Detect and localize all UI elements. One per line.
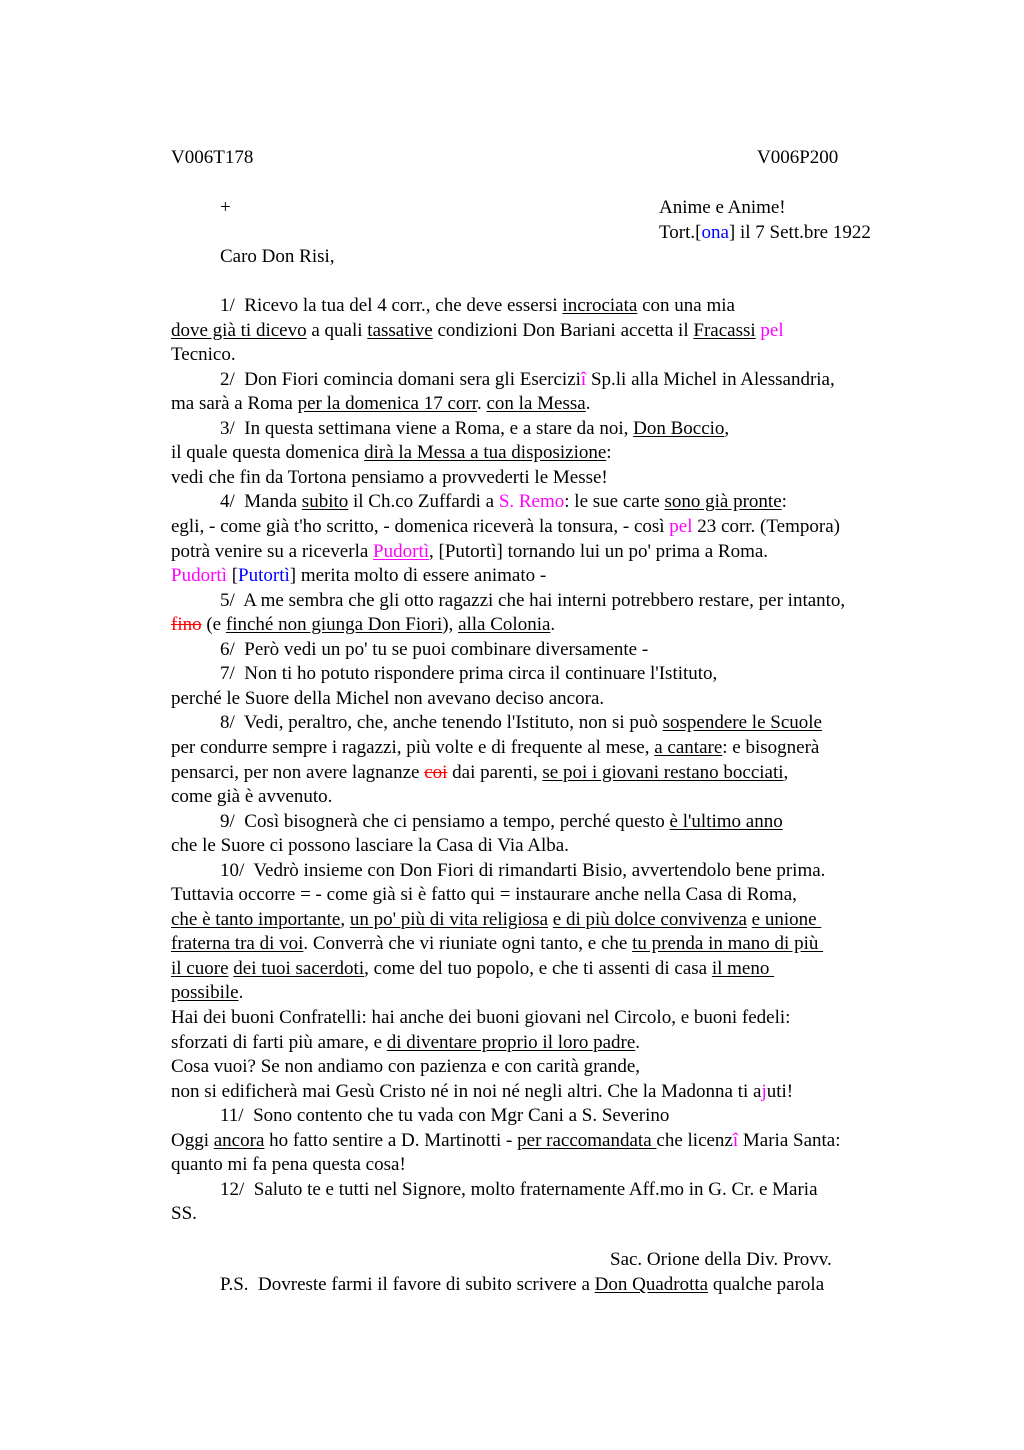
text-segment: incrociata <box>562 295 638 316</box>
text-segment: 10/ Vedrò insieme con Don Fiori di rimandarti Bisio, avvertendolo bene prima. <box>220 859 826 881</box>
text-segment: . <box>585 393 591 415</box>
letter-line <box>220 638 648 662</box>
text-segment: ma sarà a Roma <box>171 393 298 415</box>
text-segment: Pudortì <box>373 540 429 562</box>
text-segment: subito <box>301 491 349 513</box>
letter-line <box>171 932 823 956</box>
text-segment: per raccomandata <box>517 1129 657 1151</box>
text-segment: , come del tuo popolo, e che ti assenti di casa <box>364 957 712 979</box>
text-segment: alla Colonia <box>458 614 551 636</box>
letter-line <box>220 1178 818 1202</box>
document-code-left: V006T178 <box>171 147 254 168</box>
text-segment: 4/ Manda <box>220 491 302 513</box>
text-segment: . <box>238 982 244 1004</box>
text-segment: tu prenda in mano di più <box>632 933 824 955</box>
text-segment: tassative <box>367 319 433 341</box>
text-segment: . <box>477 393 487 415</box>
text-segment: 3/ In questa settimana viene a Roma, e a stare da noi, <box>220 417 634 439</box>
text-segment: j <box>761 1080 767 1102</box>
text-segment: di diventare proprio il loro padre <box>386 1031 636 1053</box>
letter-line <box>220 294 735 318</box>
text-segment: , <box>783 761 789 783</box>
text-segment: e unione <box>751 908 822 930</box>
text-segment: sforzati di farti più amare, e <box>171 1031 387 1053</box>
text-segment: quanto mi fa pena questa cosa! <box>171 1154 406 1176</box>
text-segment: fraterna tra di voi <box>171 933 304 955</box>
text-segment: ), <box>442 614 459 636</box>
text-segment: un po' più di vita religiosa <box>349 908 549 930</box>
letter-line <box>171 1031 640 1055</box>
text-segment: il cuore <box>171 957 229 979</box>
text-segment: egli, - come già t'ho scritto, - domenica riceverà la tonsura, - così <box>171 516 670 537</box>
text-segment: Hai dei buoni Confratelli: hai anche dei buoni giovani nel Circolo, e buoni fedeli: <box>171 1007 791 1028</box>
letter-line <box>171 736 819 760</box>
cross-symbol: + <box>220 197 231 218</box>
letter-line <box>220 589 845 613</box>
text-segment: perché le Suore della Michel non avevano deciso ancora. <box>171 687 605 709</box>
text-segment: Don Boccio <box>633 417 725 439</box>
text-segment: dai parenti, <box>447 761 543 783</box>
text-segment: ho fatto sentire a D. Martinotti - <box>264 1129 518 1151</box>
text-segment: Sp.li alla Michel in Alessandria, <box>586 368 835 390</box>
text-segment: (e <box>201 614 226 636</box>
text-segment: Tecnico. <box>171 344 236 366</box>
text-segment: 6/ Però vedi un po' tu se puoi combinare diversamente - <box>220 638 649 660</box>
text-segment: ] merita molto di essere animato - <box>289 565 547 586</box>
text-segment: . <box>550 614 556 636</box>
text-segment: . Converrà che vi riuniate ogni tanto, e che <box>303 933 633 955</box>
text-segment: pel <box>669 516 693 537</box>
letter-line <box>220 490 787 514</box>
letter-line <box>171 834 569 858</box>
text-segment: Cosa vuoi? Se non andiamo con pazienza e con carità grande, <box>171 1056 641 1078</box>
text-segment: possibile <box>171 982 239 1004</box>
text-segment: che le Suore ci possono lasciare la Casa di Via Alba. <box>171 835 569 857</box>
salutation: Caro Don Risi, <box>220 246 335 267</box>
text-segment: 23 corr. (Tempora) <box>692 516 840 537</box>
text-segment: dove già ti dicevo <box>171 319 307 341</box>
text-segment: 12/ Saluto te e tutti nel Signore, molto fraternamente Aff.mo in G. Cr. e Maria <box>220 1178 818 1200</box>
text-segment: 2/ Don Fiori comincia domani sera gli Esercizi <box>220 368 581 390</box>
text-segment: il quale questa domenica <box>171 442 365 464</box>
text-segment: il Ch.co Zuffardi a <box>348 491 499 513</box>
letter-line <box>171 392 590 416</box>
signature: Sac. Orione della Div. Provv. <box>610 1249 832 1270</box>
text-segment: a cantare <box>654 736 723 758</box>
letter-line <box>171 1202 197 1226</box>
letter-line <box>171 564 546 588</box>
text-segment: per la domenica 17 corr <box>297 393 477 415</box>
postscript <box>220 1273 824 1297</box>
text-segment: è l'ultimo anno <box>669 810 783 832</box>
text-segment: : le sue carte <box>564 491 665 513</box>
text-segment: che licenz <box>656 1129 733 1151</box>
text-segment: Tuttavia occorre = - come già si è fatto qui = instaurare anche nella Casa di Roma, <box>171 884 797 906</box>
place-date: Tort.[ona] il 7 Sett.bre 1922 <box>659 222 871 243</box>
letter-line <box>171 1153 406 1177</box>
text-segment: , <box>340 908 350 930</box>
text-segment: : <box>781 491 787 513</box>
text-segment: non si edificherà mai Gesù Cristo né in noi né negli altri. Che la Madonna ti a <box>171 1080 762 1102</box>
text-segment: , [Putortì] tornando lui un po' prima a Roma. <box>429 540 769 562</box>
text-segment: vedi che fin da Tortona pensiamo a provvederti le Messe! <box>171 466 608 488</box>
text-segment: se poi i giovani restano bocciati <box>542 761 784 783</box>
text-segment: uti! <box>766 1080 794 1102</box>
text-segment: : e bisognerà <box>722 736 820 758</box>
text-segment: î <box>580 368 587 390</box>
text-segment: condizioni Don Bariani accetta il <box>432 319 694 341</box>
text-segment: î <box>732 1129 739 1151</box>
text-segment: P.S. Dovreste farmi il favore di subito scrivere a <box>220 1274 595 1295</box>
text-segment: potrà venire su a riceverla <box>171 540 374 562</box>
text-segment: , <box>724 417 730 439</box>
motto: Anime e Anime! <box>659 197 786 218</box>
letter-line <box>171 1006 790 1030</box>
letter-line <box>171 441 612 465</box>
text-segment: dirà la Messa a tua disposizione <box>364 442 607 464</box>
letter-line <box>171 515 840 539</box>
letter-line <box>171 883 797 907</box>
text-segment: con la Messa <box>486 393 586 415</box>
text-segment: Oggi <box>171 1129 214 1151</box>
text-segment: che è tanto importante <box>171 908 341 930</box>
letter-line <box>220 417 729 441</box>
letter-line <box>171 540 768 564</box>
letter-line <box>220 810 783 834</box>
text-segment: 5/ A me sembra che gli otto ragazzi che hai interni potrebbero restare, per intanto, <box>220 589 846 611</box>
text-segment: finché non giunga Don Fiori <box>225 614 443 636</box>
letter-line <box>171 1129 841 1153</box>
text-segment: Pudortì <box>171 565 227 586</box>
letter-line <box>220 662 717 686</box>
text-segment: 1/ Ricevo la tua del 4 corr., che deve essersi <box>220 295 563 316</box>
text-segment: SS. <box>171 1203 197 1225</box>
text-segment: 7/ Non ti ho potuto rispondere prima circa il continuare l'Istituto, <box>220 663 718 685</box>
text-segment: e di più dolce convivenza <box>552 908 747 930</box>
letter-line <box>171 1055 640 1079</box>
text-segment: . <box>635 1031 641 1053</box>
letter-line <box>171 466 608 490</box>
text-segment: dei tuoi sacerdoti <box>233 957 365 979</box>
text-segment: il meno <box>711 957 775 979</box>
text-segment: Fracassi <box>693 319 756 341</box>
letter-line <box>171 761 788 785</box>
text-segment: 8/ Vedi, peraltro, che, anche tenendo l'Istituto, non si può <box>220 712 663 734</box>
text-segment: sono già pronte <box>664 491 782 513</box>
letter-line <box>220 1104 669 1128</box>
document-code-right: V006P200 <box>757 147 839 168</box>
text-segment: pensarci, per non avere lagnanze <box>171 761 425 783</box>
letter-line <box>171 1080 793 1104</box>
text-segment: S. Remo <box>498 491 565 513</box>
text-segment: : <box>606 442 612 464</box>
text-segment: [ <box>226 565 239 586</box>
text-segment: Putortì <box>238 565 290 586</box>
text-segment: 11/ Sono contento che tu vada con Mgr Cani a S. Severino <box>220 1105 670 1127</box>
text-segment: fino <box>171 614 202 636</box>
letter-line <box>171 687 604 711</box>
letter-line <box>220 711 822 735</box>
letter-line <box>220 859 825 883</box>
letter-line <box>220 368 835 392</box>
letter-line <box>171 343 236 367</box>
text-segment: ancora <box>213 1129 265 1151</box>
text-segment: come già è avvenuto. <box>171 786 333 807</box>
text-segment: pel <box>760 319 784 341</box>
letter-line <box>171 957 774 981</box>
text-segment: Don Quadrotta <box>594 1274 709 1295</box>
letter-line <box>171 613 555 637</box>
letter-line <box>171 319 784 343</box>
text-segment: Maria Santa: <box>738 1129 841 1151</box>
text-segment: coi <box>424 761 448 783</box>
text-segment: con una mia <box>637 295 735 316</box>
letter-line <box>171 908 821 932</box>
text-segment: 9/ Così bisognerà che ci pensiamo a tempo, perché questo <box>220 810 670 832</box>
letter-line <box>171 785 332 809</box>
text-segment: qualche parola <box>708 1274 825 1295</box>
text-segment: sospendere le Scuole <box>662 712 822 734</box>
text-segment: a quali <box>306 319 368 341</box>
text-segment: per condurre sempre i ragazzi, più volte e di frequente al mese, <box>171 736 655 758</box>
letter-line <box>171 981 243 1005</box>
